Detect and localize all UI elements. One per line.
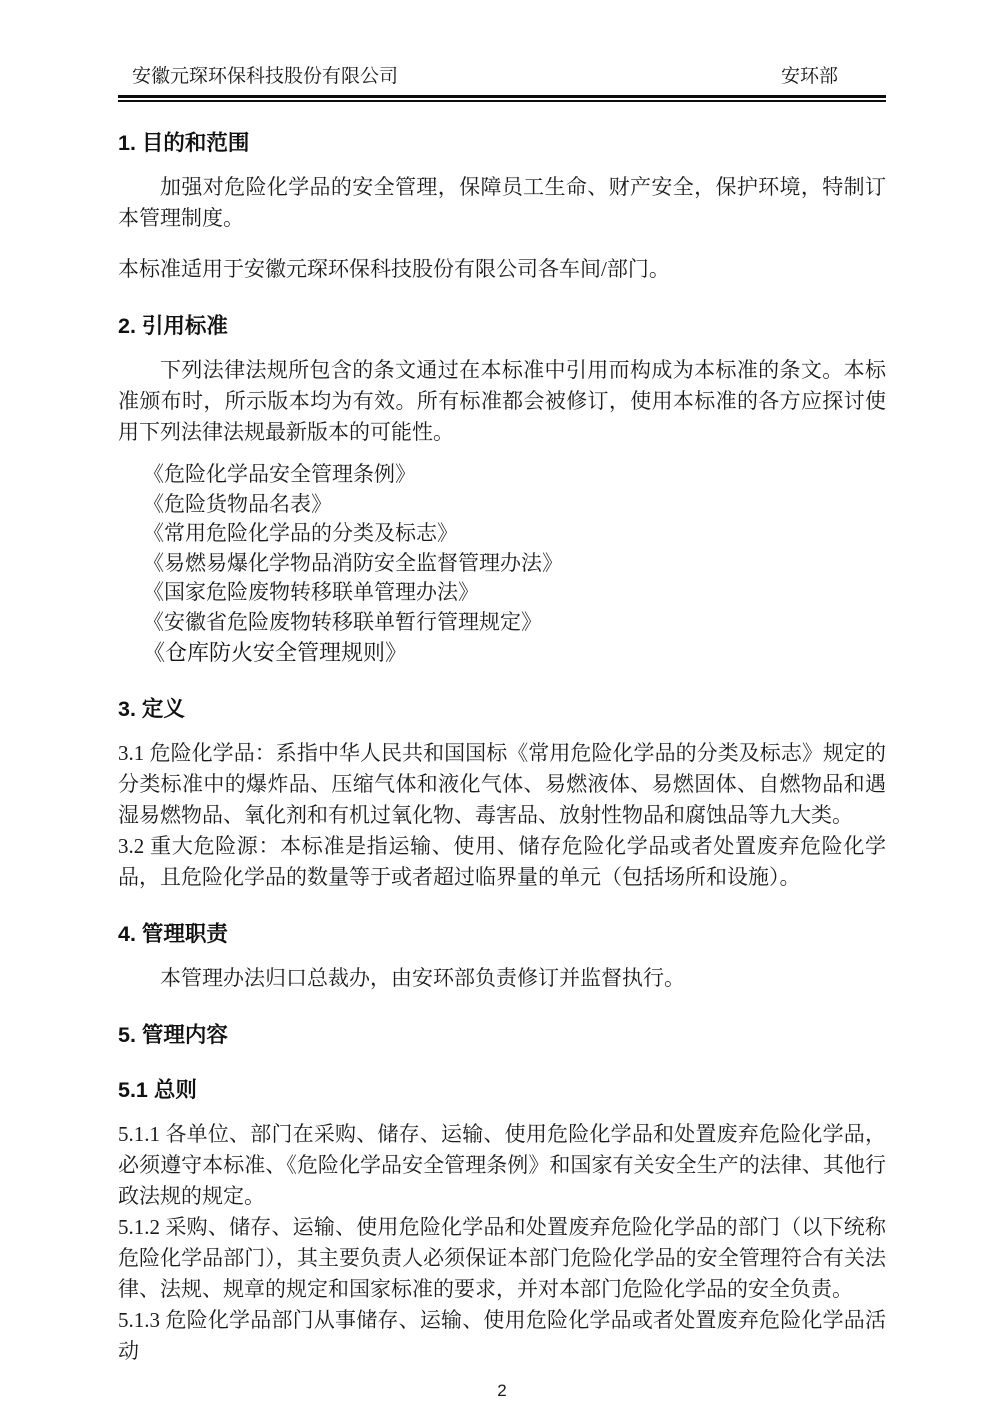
section-5-1-heading: 5.1 总则 (118, 1078, 197, 1102)
clause-5-1-3: 5.1.3 危险化学品部门从事储存、运输、使用危险化学品或者处置废弃危险化学品活动 (118, 1308, 886, 1363)
clause-5-1-2: 5.1.2 采购、储存、运输、使用危险化学品和处置废弃危险化学品的部门（以下统称危险化学品部门），其主要负责人必须保证本部门危险化学品的安全管理符合有关法律、法规、规章的规定和国家标准的要求，并对本部门危险化学品的安全负责。 (118, 1215, 886, 1301)
reference-item: 《易燃易爆化学物品消防安全监督管理办法》 (143, 550, 563, 575)
section-5-heading: 5. 管理内容 (118, 1023, 228, 1047)
reference-item: 《危险化学品安全管理条例》 (143, 462, 416, 486)
reference-item: 《危险货物品名表》 (143, 491, 332, 516)
section-1-paragraph-2: 本标准适用于安徽元琛环保科技股份有限公司各车间/部门。 (118, 257, 670, 281)
page-number: 2 (497, 1381, 507, 1400)
header-company: 安徽元琛环保科技股份有限公司 (132, 66, 399, 87)
section-3-definition-1: 3.1 危险化学品：系指中华人民共和国国标《常用危险化学品的分类及标志》规定的分类标准中的爆炸品、压缩气体和液化气体、易燃液体、易燃固体、自燃物品和遇湿易燃物品、氧化剂和有机过氧化物、毒害品、放射性物品和腐蚀品等九大类。 (118, 741, 886, 827)
header-department: 安环部 (780, 66, 838, 87)
section-4-heading: 4. 管理职责 (118, 922, 228, 946)
reference-item: 《安徽省危险废物转移联单暂行管理规定》 (143, 609, 542, 634)
reference-item: 《常用危险化学品的分类及标志》 (143, 521, 458, 545)
section-4-paragraph-1: 本管理办法归口总裁办，由安环部负责修订并监督执行。 (160, 966, 685, 990)
page-header (118, 64, 886, 90)
reference-item: 《国家危险废物转移联单管理办法》 (143, 580, 479, 604)
section-1-paragraph-1: 加强对危险化学品的安全管理，保障员工生命、财产安全，保护环境，特制订本管理制度。 (118, 176, 886, 230)
section-2-heading: 2. 引用标准 (118, 314, 228, 338)
section-2-paragraph-1: 下列法律法规所包含的条文通过在本标准中引用而构成为本标准的条文。本标准颁布时，所示版本均为有效。所有标准都会被修订，使用本标准的各方应探讨使用下列法律法规最新版本的可能性。 (118, 359, 886, 444)
reference-list (143, 460, 886, 668)
clause-5-1-1: 5.1.1 各单位、部门在采购、储存、运输、使用危险化学品和处置废弃危险化学品，必须遵守本标准、《危险化学品安全管理条例》和国家有关安全生产的法律、其他行政法规的规定。 (118, 1122, 886, 1208)
section-1-heading: 1. 目的和范围 (118, 131, 250, 155)
header-double-rule (118, 95, 886, 102)
reference-item-emphasized: 《仓库防火安全管理规则》 (143, 640, 408, 665)
section-3-heading: 3. 定义 (118, 697, 185, 721)
section-3-definition-2: 3.2 重大危险源：本标准是指运输、使用、储存危险化学品或者处置废弃危险化学品，且危险化学品的数量等于或者超过临界量的单元（包括场所和设施）。 (118, 834, 886, 889)
